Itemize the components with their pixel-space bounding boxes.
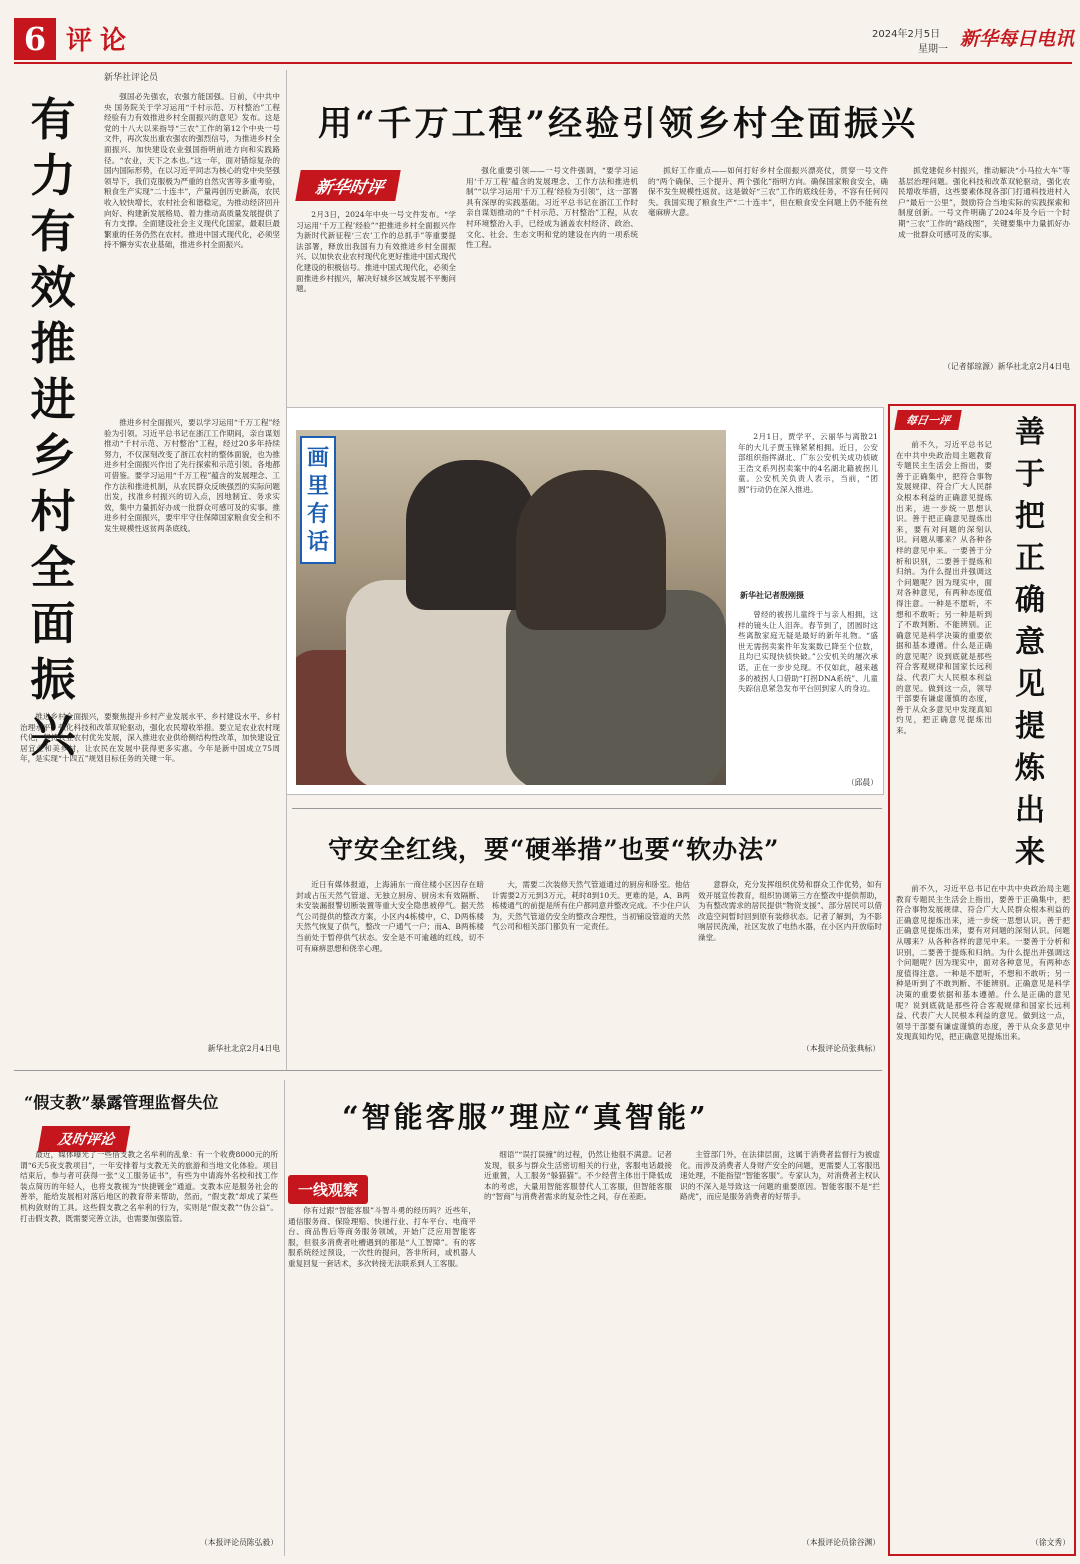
article5-sign: （本报评论员徐谷渊） xyxy=(802,1538,880,1547)
section-rule xyxy=(292,808,882,809)
page-number: 6 xyxy=(14,18,56,60)
article1-byline: 新华社评论员 xyxy=(104,73,159,83)
article2-title: 用“千万工程”经验引领乡村全面振兴 xyxy=(318,104,919,144)
article3-col2: 大，需要二次装修天然气管道通过的厨房和卧室。他估计需要2万元到3万元，耗时8到10天。更难的是，A、B两栋楼通气的前提是所有住户都同意并整改完成。不少住户认为，天然气管道仍安全的整改合理性，当初铺设管道的天然气公司和相关部门都负有一定责任。 xyxy=(492,880,690,932)
photo-credit: 新华社记者殷刚摄 xyxy=(740,590,804,600)
column-divider-2 xyxy=(284,1080,285,1556)
article2-sign: （记者郁琼源）新华社北京2月4日电 xyxy=(943,362,1070,371)
photo-sign: （邱晨） xyxy=(846,778,878,787)
article3-col1: 近日有媒体报道，上海浦东一商住楼小区因存在暗封或占压天然气管道、无独立厨房、厨房未有效隔断、未安装漏报警切断装置等重大安全隐患被停气。据天然气公司提供的整改方案，小区内4栋楼中，C、D两栋楼天然气恢复了供气，整改一户通气一户；而A、B两栋楼当前处于暂停供气状态。安全是不可逾越的红线，切不可有麻痹思想和侥幸心理。 xyxy=(296,880,484,953)
article5-col2: 细语”“误打误撞”的过程，仍然让他很不满意。记者发现，很多与群众生活密切相关的行业，客服电话最接近重置，人工服务“躲猫猫”。不少经营主体出于降低成本的考虑，大量用智能客服替代人工客服，但智能客服的“智商”与消费者需求的复杂性之间，存在差距。 xyxy=(484,1150,672,1202)
photo-caption: 2月1日，贾学平、云丽华与离散21年的大儿子贾玉锋紧紧相拥。近日，公安部组织指挥湖北、广东公安机关成功侦破王浩文系列拐卖案中的4名湖北籍被拐儿童。公安机关负责人表示，当前，“团圆”行动仍在深入推进。 xyxy=(738,432,878,494)
news-photo xyxy=(296,430,726,785)
photo-commentary: 曾经的被拐儿童终于与亲人相拥，这样的镜头让人泪奔。春节到了，团圆时这些离散家庭无疑是最好的新年礼物。“盛世无需拐卖案件年发案数已降至个位数，且均已实现快侦快破。”公安机关的屡次承诺，正在一步步兑现。不仅如此，越来越多的被拐人口借助“打拐DNA系统”、儿童失踪信息紧急发布平台回到家人的身边。 xyxy=(738,610,878,694)
article1-sign: 新华社北京2月4日电 xyxy=(207,1044,280,1053)
commentary-sign: （徐文秀） xyxy=(1031,1538,1070,1547)
issue-date: 2024年2月5日 xyxy=(872,29,941,40)
article2-col2: 强化重要引领——一号文件强调，“要学习运用‘千万工程’蕴含的发展理念、工作方法和推进机制”“以学习运用‘千万工程’经验为引领”，这一部署具有深厚的实践基础。习近平总书记在浙江工作时亲自谋划推动的“千村示范、万村整治”工程，从农村环境整治入手，已经成为涵盖农村经济、政治、文化、社会、生态文明和党的建设在内的一项系统性工程。 xyxy=(466,166,638,250)
article4-title: “假支教”暴露管理监督失位 xyxy=(24,1093,219,1112)
commentary-title: 善于把正确意见提炼出来 xyxy=(1015,415,1045,870)
article4-sign: （本报评论员陈弘毅） xyxy=(200,1538,278,1547)
newspaper-brand: 新华每日电讯 xyxy=(960,28,1075,50)
article3-title: 守安全红线，要“硬举措”也要“软办法” xyxy=(328,835,780,864)
article1-title: 有力有效推进乡村全面振兴 xyxy=(30,93,76,762)
article2-col4: 抓党建促乡村振兴，推动解决“小马拉大车”等基层治理问题。强化科技和改革双轮驱动，强化农民增收举措，这些要素体现各部门打通科技进村入户“最后一公里”，鼓励符合当地实际的实践探索和制度创新。一号文件明确了2024年及今后一个时期“三农”工作的“路线图”，关键要集中力量抓好办成一批群众可感可及的实事。 xyxy=(898,166,1070,239)
article1-col-wide: 推进乡村全面振兴，要聚焦提升乡村产业发展水平、乡村建设水平、乡村治理水平，强化科技和改革双轮驱动，强化农民增收举措。要立足农业农村现代化，坚持农业农村优先发展，深入推进农业供给侧结构性改革，加快建设宜居宜业和美乡村，让农民在发展中获得更多实惠。今年是新中国成立75周年，是实现“十四五”规划目标任务的关键一年。 xyxy=(20,712,280,764)
article5-col1: 你有过跟“智能客服”斗智斗勇的经历吗？近些年，通信服务商、保险理赔、快递行业、打车平台、电商平台、商品售后等商务服务领域，开始广泛应用智能客服，但很多消费者吐槽遇到的都是“人工智障”。有的客服系统经过预设，一次性的提问，答非所问，或机器人重复回复一套话术，多次转接无法联系到人工客服。 xyxy=(288,1206,476,1268)
article3-col3: 意群众，充分发挥组织优势和群众工作优势，如有效开展宣传教育，组织协调第三方在整改中提供帮助，为有整改需求的居民提供“物资支援”、部分居民可以借改造空间暂时回到原有装修状态。记者了解到，为不影响居民洗澡，社区发放了电热水器，在小区内开放临时澡堂。 xyxy=(698,880,882,942)
article1-col2: 推进乡村全面振兴，要以学习运用“千万工程”经验为引领。习近平总书记在浙江工作期间，亲自谋划推动“千村示范、万村整治”工程，经过20多年持续努力，不仅深刻改变了浙江农村的整体面貌，也为推进乡村全面振兴作出了先行探索和示范引领。各地都可借鉴。要学习运用“千万工程”蕴含的发展理念、工作方法和推进机制，从农民群众反映强烈的实际问题出发，找准乡村振兴的切入点，因地制宜、务求实效，集中力量抓好办成一批群众可感可及的实事。推进乡村全面振兴，要牢牢守住保障国家粮食安全和不发生规模性返贫两条底线。 xyxy=(104,418,280,533)
article3-sign: （本报评论员张典标） xyxy=(802,1044,880,1053)
article5-title: “智能客服”理应“真智能” xyxy=(342,1100,709,1134)
commentary-body-bottom: 前不久，习近平总书记在中共中央政治局主题教育专题民主生活会上指出，要善于正确集中，把符合事物发展规律、符合广大人民群众根本利益的正确意见提炼出来，进一步统一思想认识。善于把正确意见提炼出来，要有对问题的深刻认识。问题从哪来？从各种各样的意见中来。一要善于分析和识别，二要善于提炼和归纳。为什么提出并强调这个问题呢？因为现实中，面对各种意见，有两种态度值得注意。一种是不愿听，不想和不敢听；另一种是听到了不敢判断、不能辨别。正确意见是科学决策的重要依据和基本遵循。什么是正确的意见呢？说到底就是那些符合客观规律和国家长远利益、代表广大人民根本利益的意见。做到这一点，领导干部要有谦虚谨慎的态度，善于从众多意见中发现真知灼见，把正确意见提炼出来。 xyxy=(896,884,1070,1042)
article5-tag: 一线观察 xyxy=(288,1175,368,1204)
photo-section-label: 画里有话 xyxy=(300,436,336,564)
commentary-body-top: 前不久，习近平总书记在中共中央政治局主题教育专题民主生活会上指出，要善于正确集中，把符合事物发展规律、符合广大人民群众根本利益的正确意见提炼出来，进一步统一思想认识。善于把正确意见提炼出来，要有对问题的深刻认识。问题从哪来？从各种各样的意见中来。一要善于分析和识别，二要善于提炼和归纳。为什么提出并强调这个问题呢？因为现实中，面对各种意见，有两种态度值得注意。一种是不愿听，不想和不敢听；另一种是听到了不敢判断、不能辨别。正确意见是科学决策的重要依据和基本遵循。什么是正确的意见呢？说到底就是那些符合客观规律和国家长远利益、代表广大人民根本利益的意见。做到这一点，领导干部要有谦虚谨慎的态度，善于从众多意见中发现真知灼见，把正确意见提炼出来。 xyxy=(896,440,992,736)
article4-body: 最近，媒体曝光了一些借支教之名牟利的乱象：有一个收费8000元的所谓“6天5夜支教项目”，一年安排着与支教无关的旅游和当地文化体验。项目结束后，参与者可获得一张“义工服务证书”，有些为中请海外名校和找工作装点简历的年轻人，也将支教视为“快捷镀金”通道。支教本应是服务社会的善举，能给发展相对落后地区的教育带来帮助，然而，“假支教”却成了某些机构敛财的工具。这些假支教之名牟利的行为，实则是“假支教”“伪公益”。打击假支教，既需要完善立法，也需要加强监管。 xyxy=(20,1150,278,1223)
article2-col3: 抓好工作重点——如何打好乡村全面振兴漂亮仗，贯穿一号文件的“两个确保、三个提升、两个强化”指明方向。确保国家粮食安全，确保不发生规模性返贫。这是做好“三农”工作的底线任务，不容有任何闪失。我国实现了粮食生产“二十连丰”，但在粮食安全问题上仍不能有丝毫麻痹大意。 xyxy=(648,166,888,218)
commentary-tag: 每日一评 xyxy=(894,410,962,430)
article2-col1: 2月3日，2024年中央一号文件发布。“学习运用‘千万工程’经验”“把推进乡村全面振兴作为新时代新征程‘三农’工作的总抓手”等重要提法部署，释放出我国有力有效推进乡村全面振兴、以加快农业农村现代化更好推进中国式现代化建设的积极信号。推进中国式现代化，必须全面推进乡村振兴，解决好城乡区域发展不平衡问题。 xyxy=(296,210,456,294)
article1-col1: 强国必先强农，农强方能国强。日前，《中共中央 国务院关于学习运用“千村示范、万村整治”工程经验有力有效推进乡村全面振兴的意见》发布。这是党的十八大以来指导“三农”工作的第12个中央一号文件，再次发出重农强农的强烈信号，为推进乡村全面振兴、加快建设农业强国指明前进方向和实践路径。“农业，天下之本也。”这一年，面对错综复杂的国内国际形势，在以习近平同志为核心的党中央坚强领导下，我们克服极为严重的自然灾害等多重考验，粮食生产实现“二十连丰”，产量再创历史新高，农民收入较快增长，农村社会和谐稳定，为推动经济回升向好、构建新发展格局、着力推动高质量发展提供了有力支撑。全面建设社会主义现代化国家，最艰巨最繁重的任务仍然在农村。推进中国式现代化，必须坚持不懈夯实农业基础，推进乡村全面振兴。 xyxy=(104,92,280,250)
section-title: 评论 xyxy=(66,26,135,56)
article4-tag: 及时评论 xyxy=(38,1126,131,1152)
issue-weekday: 星期一 xyxy=(918,44,948,55)
header-rule xyxy=(14,62,1072,64)
article2-tag: 新华时评 xyxy=(295,170,400,201)
article5-col3: 主管部门外，在法律层面，这属于消费者监督行为被虚化。而涉及消费者人身财产安全的问题，更需要人工客服迅速处理，不能指望“智能客服”。专家认为，对消费者主权认识的不深入是导致这一问题的重要原因。智能客服不是“拦路虎”，而应是服务消费者的好帮手。 xyxy=(680,1150,880,1202)
section-rule-2 xyxy=(14,1070,882,1071)
